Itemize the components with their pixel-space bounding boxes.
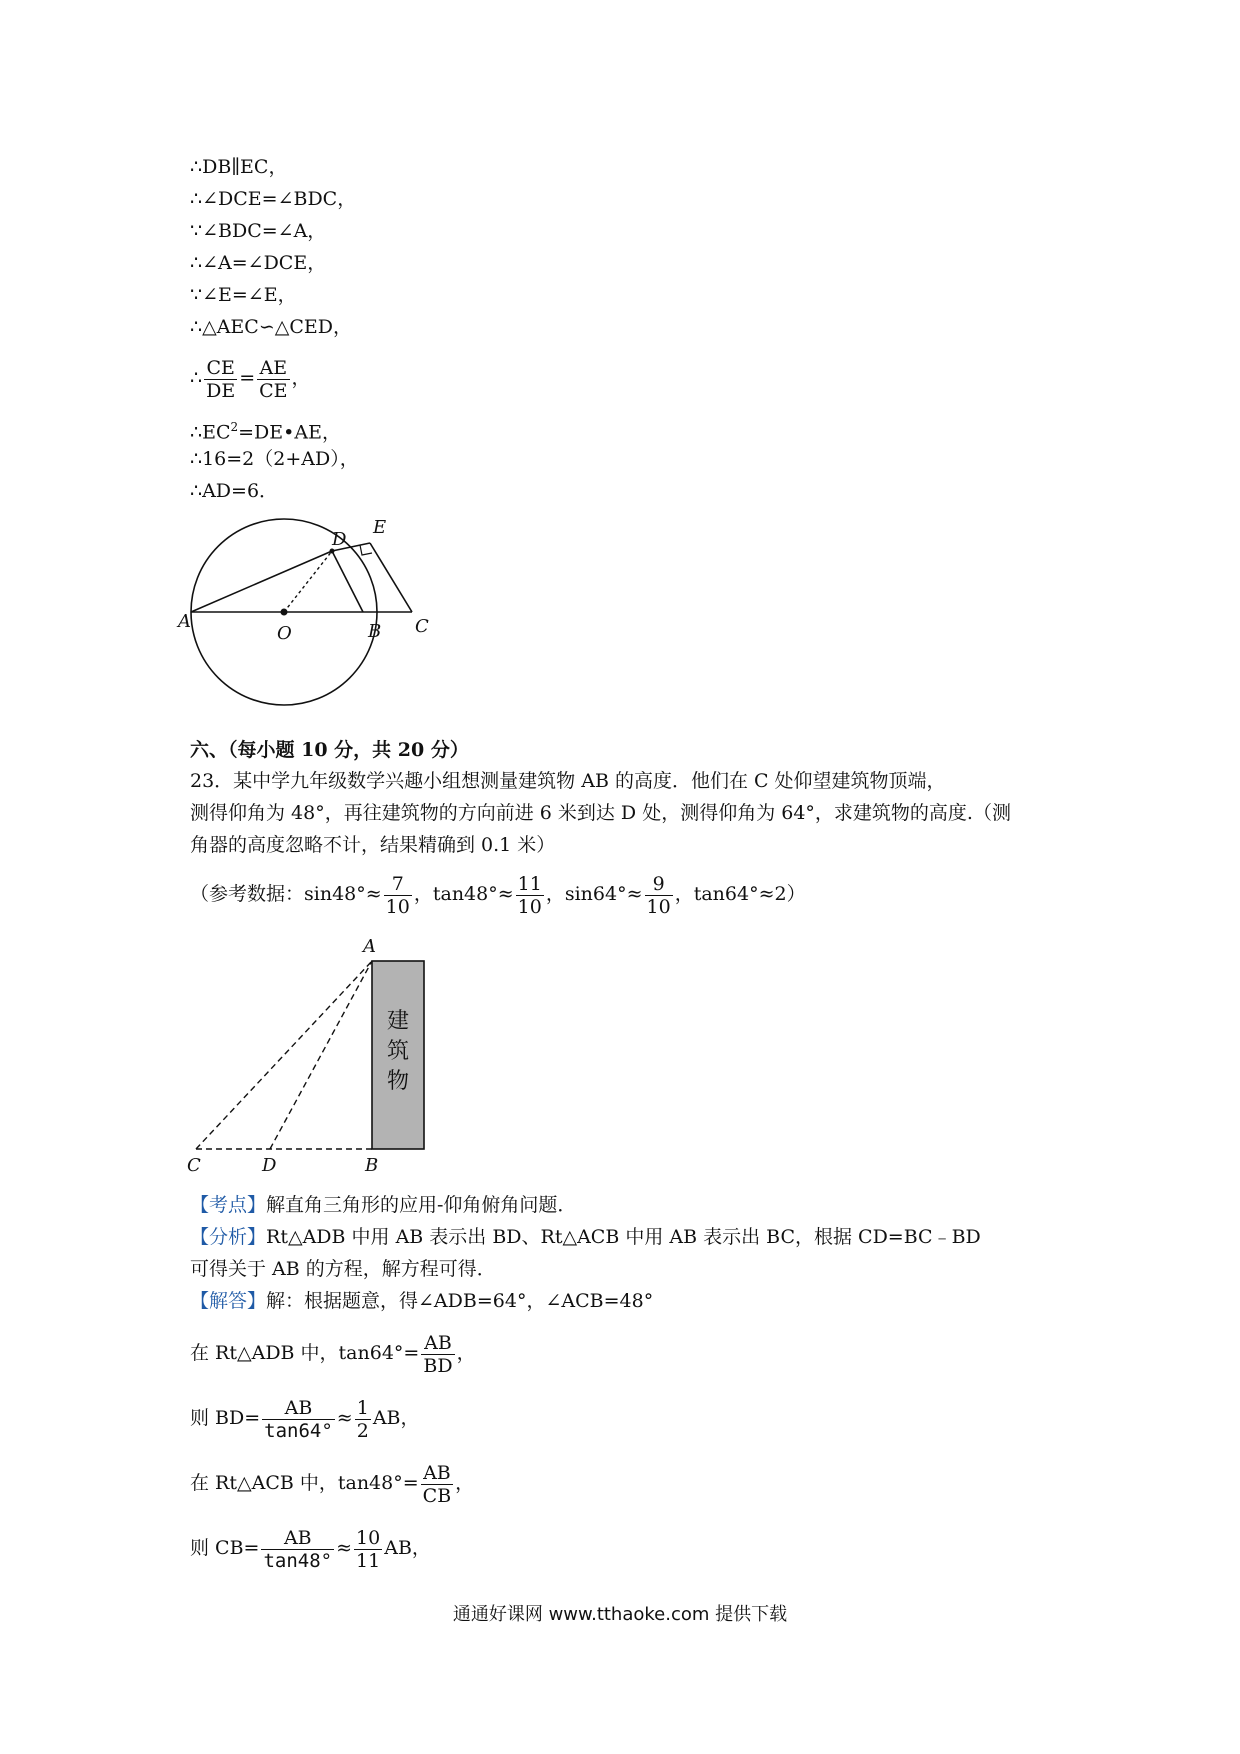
jieda-tag: 【解答】 xyxy=(190,1290,267,1312)
solution-line xyxy=(190,1325,476,1381)
fraction-denominator: 11 xyxy=(356,1549,381,1572)
fraction xyxy=(204,357,237,402)
right-angle-mark xyxy=(360,545,372,555)
jieda-text: 解：根据题意，得∠ADB=64°，∠ACB=48° xyxy=(266,1290,654,1312)
fraction-numerator: 10 xyxy=(356,1526,381,1549)
equals-sign: = xyxy=(239,367,256,389)
proof-line: ∵∠BDC=∠A， xyxy=(190,220,327,242)
ratio-prefix: ∴ xyxy=(190,367,203,389)
label-d: D xyxy=(262,1155,277,1176)
problem-line: 测得仰角为 48°，再往建筑物的方向前进 6 米到达 D 处，测得仰角为 64°，求建筑物的高度.（测 xyxy=(190,802,1011,824)
fraction xyxy=(355,1397,371,1442)
fraction-numerator: AB xyxy=(421,1462,454,1485)
solution-line xyxy=(190,1520,431,1576)
fraction xyxy=(421,1462,454,1507)
sight-line-da xyxy=(270,961,372,1149)
solution-text: AB， xyxy=(372,1407,420,1429)
solution-line xyxy=(190,1455,474,1511)
fraction-numerator: AE xyxy=(257,357,289,380)
fraction xyxy=(384,873,412,918)
label-o: O xyxy=(277,623,292,644)
fraction-denominator: 10 xyxy=(517,895,542,918)
label-e: E xyxy=(373,517,387,538)
fenxi-text: Rt△ADB 中用 AB 表示出 BD、Rt△ACB 中用 AB 表示出 BC，根据 CD=BC﹣BD xyxy=(266,1226,981,1248)
fraction-numerator: AB xyxy=(421,1332,454,1355)
line-db xyxy=(332,551,363,612)
fraction-numerator: 11 xyxy=(517,872,542,895)
kaodian-text: 解直角三角形的应用-仰角俯角问题． xyxy=(266,1194,577,1216)
ec-squared-line xyxy=(190,414,341,445)
superscript: 2 xyxy=(230,420,239,434)
fraction-denominator: tan48° xyxy=(263,1549,333,1572)
kaodian-tag: 【考点】 xyxy=(190,1194,267,1216)
proof-line: ∵∠E=∠E， xyxy=(190,284,297,306)
solution-text: ≈ xyxy=(336,1407,353,1429)
solution-text: AB， xyxy=(384,1537,431,1559)
solution-line xyxy=(190,1390,420,1446)
proof-line: ∴∠A=∠DCE， xyxy=(190,252,327,274)
fraction-denominator: DE xyxy=(206,379,236,402)
solution-text: 则 CB= xyxy=(190,1537,260,1559)
label-a: A xyxy=(363,936,376,957)
fenxi-line xyxy=(190,1224,981,1250)
solution-text: 则 BD= xyxy=(190,1407,261,1429)
fraction-numerator: AB xyxy=(262,1397,335,1420)
jieda-line xyxy=(190,1288,653,1314)
problem-line: 23．某中学九年级数学兴趣小组想测量建筑物 AB 的高度．他们在 C 处仰望建筑物顶端， xyxy=(190,770,946,792)
reference-data xyxy=(190,866,806,922)
reference-text: ，sin64°≈ xyxy=(545,883,643,905)
label-c: C xyxy=(415,616,429,637)
reference-text: （参考数据：sin48°≈ xyxy=(190,883,382,905)
fraction-denominator: tan64° xyxy=(264,1419,333,1442)
solution-text: ， xyxy=(456,1342,476,1364)
fraction xyxy=(257,357,289,402)
fraction-denominator: BD xyxy=(423,1354,453,1377)
fraction-denominator: 10 xyxy=(646,895,671,918)
fraction-denominator: CB xyxy=(422,1484,452,1507)
center-point xyxy=(281,609,288,616)
fraction xyxy=(516,873,544,918)
label-c: C xyxy=(187,1155,201,1176)
building-char: 物 xyxy=(386,1069,410,1094)
reference-text: ，tan48°≈ xyxy=(413,883,514,905)
building-char: 建 xyxy=(386,1009,410,1034)
problem-line: 角器的高度忽略不计，结果精确到 0.1 米） xyxy=(190,834,556,856)
fraction xyxy=(262,1397,335,1442)
fraction xyxy=(354,1527,382,1572)
section-title: 六、（每小题 10 分，共 20 分） xyxy=(190,739,469,761)
fraction-denominator: CE xyxy=(259,379,288,402)
proof-line: ∴DB∥EC， xyxy=(190,156,288,178)
building-char: 筑 xyxy=(386,1039,410,1064)
fraction xyxy=(645,873,673,918)
label-b: B xyxy=(368,621,382,642)
proof-line: ∴∠DCE=∠BDC， xyxy=(190,188,357,210)
kaodian-line xyxy=(190,1192,576,1218)
fraction-numerator: 7 xyxy=(384,873,412,896)
solution-text: 在 Rt△ADB 中，tan64°= xyxy=(190,1342,420,1364)
sight-line-ca xyxy=(196,961,372,1149)
line-ad xyxy=(191,551,332,612)
fraction-numerator: 1 xyxy=(356,1396,369,1419)
building-figure xyxy=(180,930,450,1180)
label-d: D xyxy=(332,529,347,550)
fraction-numerator: CE xyxy=(204,357,237,380)
proof-line: ∴16=2（2+AD）， xyxy=(190,448,359,470)
reference-text: ，tan64°≈2） xyxy=(674,883,806,905)
proof-line: ∴△AEC∽△CED， xyxy=(190,316,353,338)
label-b: B xyxy=(365,1155,379,1176)
fraction xyxy=(421,1332,454,1377)
fraction-denominator: 2 xyxy=(356,1419,369,1442)
fenxi-line-2: 可得关于 AB 的方程，解方程可得． xyxy=(190,1258,496,1280)
fenxi-tag: 【分析】 xyxy=(190,1226,267,1248)
fraction-numerator: AB xyxy=(261,1527,334,1550)
ec-text-rest: =DE•AE， xyxy=(238,421,341,444)
fraction xyxy=(261,1527,334,1572)
ratio-line xyxy=(190,350,311,406)
ec-text: ∴EC xyxy=(190,421,231,444)
fraction-numerator: 9 xyxy=(645,873,673,896)
page-footer: 通通好课网 www.tthaoke.com 提供下载 xyxy=(452,1604,788,1625)
ratio-suffix: ， xyxy=(291,367,311,389)
circle-figure xyxy=(180,505,440,710)
fraction-denominator: 10 xyxy=(385,895,410,918)
line-od xyxy=(284,551,332,612)
proof-line: ∴AD=6． xyxy=(190,480,279,502)
solution-text: 在 Rt△ACB 中，tan48°= xyxy=(190,1472,419,1494)
solution-text: ， xyxy=(455,1472,475,1494)
solution-text: ≈ xyxy=(336,1537,353,1559)
label-a: A xyxy=(178,611,191,632)
